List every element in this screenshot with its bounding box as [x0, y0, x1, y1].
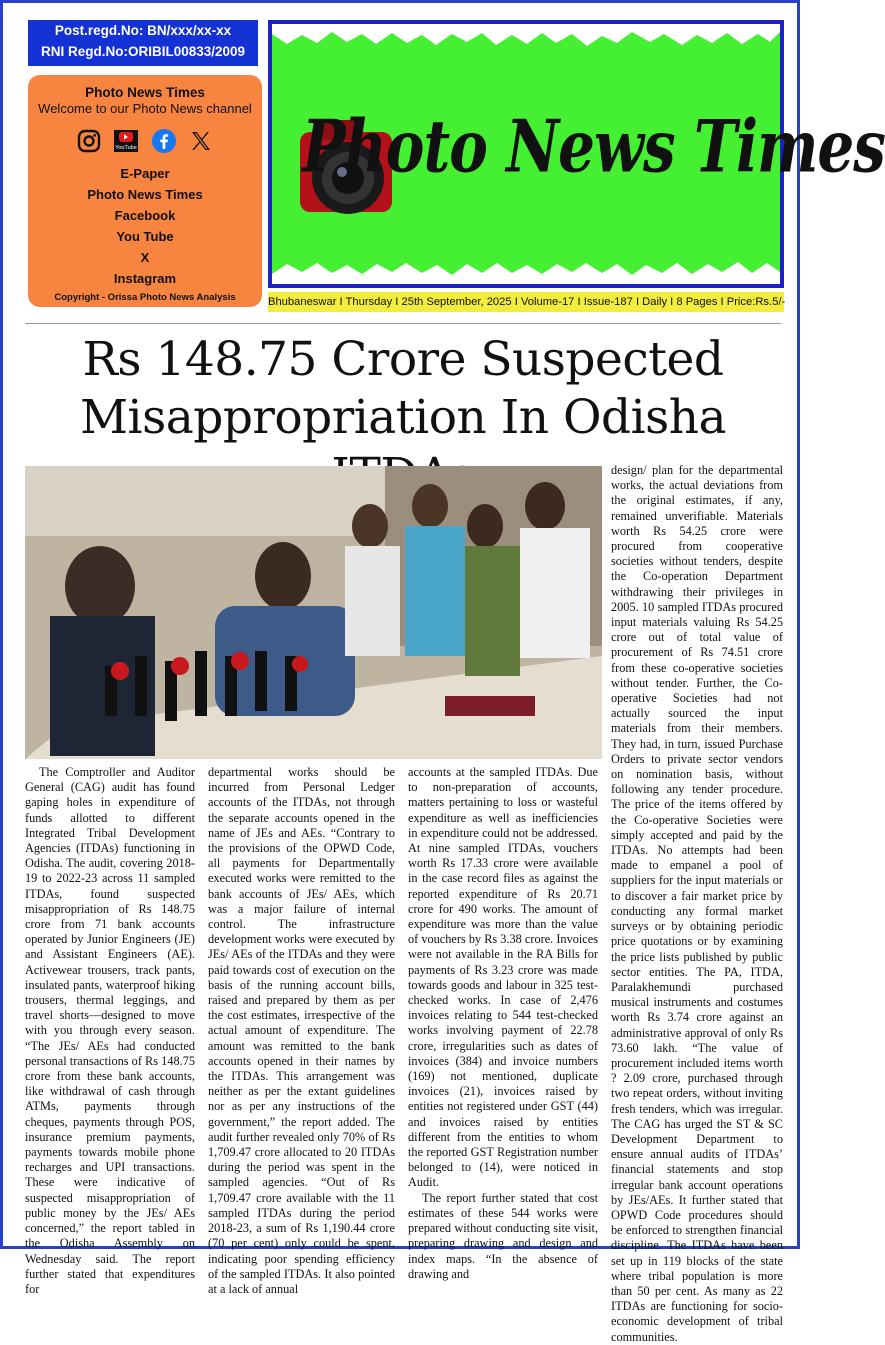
- article-column-2: [208, 765, 395, 1297]
- headline-line-1: Rs 148.75 Crore Suspected: [82, 332, 724, 387]
- youtube-icon[interactable]: [113, 129, 139, 153]
- link-youtube[interactable]: You Tube: [116, 229, 174, 244]
- paragraph: The report further stated that cost estimates of these 544 works were prepared without conducting site visit, preparing drawing and design and index maps. “In the absence of drawing and: [408, 1190, 598, 1281]
- promo-title: Photo News Times: [85, 85, 205, 100]
- link-x[interactable]: X: [140, 250, 150, 265]
- copyright-text: Copyright - Orissa Photo News Analysis: [54, 292, 236, 303]
- link-instagram[interactable]: Instagram: [113, 271, 177, 286]
- link-epaper[interactable]: E-Paper: [120, 166, 170, 181]
- banner-background: [272, 24, 885, 284]
- youtube-icon-text: YouTube: [115, 145, 137, 151]
- logo-text: Photo News Times: [302, 104, 885, 189]
- facebook-icon[interactable]: [151, 128, 177, 154]
- issue-info-bar: Bhubaneswar I Thursday I 25th September, 2025 I Volume-17 I Issue-187 I Daily I 8 Pages I Price:Rs.5/-: [268, 292, 784, 312]
- paragraph: The Comptroller and Auditor General (CAG) audit has found gaping holes in expenditure of funds allotted to different Integrated Tribal Development Agencies (ITDAs) functioning in Odisha. The audit, covering 2018-19 to 2022-23 across 11 sampled ITDAs, found suspected misappropriation of Rs 148.75 crore from 71 bank accounts operated by Junior Engineers (JE) and Assistant Engineers (AE). Activewear trousers, track pants, insulated pants, waterproof hiking trousers, thermal leggings, and travel shorts—designed to move with you through every season. “The JEs/ AEs had conducted personal transactions of Rs 148.75 crore from these bank accounts, like withdrawal of cash through ATMs, payments through cheques, payments through POS, insurance premium payments, payments towards mobile phone recharges and UPI transactions. These were indicative of suspected misappropriation of public money by the JEs/ AEs concerned,” the report tabled in the Odisha Assembly on Wednesday said. The report further stated that expenditures for: [25, 765, 195, 1296]
- promo-links: [28, 163, 262, 289]
- x-icon[interactable]: [189, 129, 213, 153]
- social-icons: [28, 127, 262, 155]
- torn-paper-top: [272, 24, 780, 54]
- press-conference-photo: [25, 466, 602, 759]
- masthead-banner: [268, 20, 885, 288]
- paragraph: accounts at the sampled ITDAs. Due to non-preparation of accounts, matters pertaining to loss or wasteful expenditure as well as inefficiencies in expenditure could not be addressed. At nine sampled ITDAs, vouchers worth Rs 17.33 crore were available in the case record files as against the reported expenditure of Rs 20.71 crore for 490 works. The amount of expenditure was more than the value of vouchers by Rs 3.38 crore. Invoices were not available in the RA Bills for payments of Rs 3.23 crore was made towards goods and labour in 325 test-checked works. In case of 2,476 invoices relating to 544 test-checked works involving payment of 22.78 crore, irregularities such as dates of invoices (384) and invoice numbers (169) not mentioned, duplicate invoices (21), invoices raised by entities not registered under GST (44) and invoices raised by entities different from the entities to whom the reported GST Registration number belonged to (14), were noticed in Audit.: [408, 765, 598, 1190]
- link-facebook[interactable]: Facebook: [114, 208, 176, 223]
- post-reg-number: Post.regd.No: BN/xxx/xx-xx: [54, 23, 232, 38]
- article-column-1: [25, 765, 195, 1297]
- rni-reg-number: RNI Regd.No:ORIBIL00833/2009: [40, 44, 246, 59]
- article-photo: [25, 466, 602, 759]
- paragraph: design/ plan for the departmental works, the actual deviations from the original estimates, if any, remained unverifiable. Materials worth Rs 54.25 crore were procured from cooperative societies without tenders, despite the Co-operation Department withdrawing their privileges in 2005. 10 sampled ITDAs procured input materials valuing Rs 54.25 crore out of total value of procurement of Rs 74.51 crore from these co-operative societies without tender. Further, the Co-operative Societies had not actually sourced the input materials from their members. They had, in turn, issued Purchase Orders to private sector vendors on nomination basis, without following any tender procedure. The price of the items offered by the Co-operative Societies were simply accepted and paid by the ITDAs. No attempts had been made to empanel a pool of suppliers for the input materials or to discover a fair market price by conducting any formal market surveys or by obtaining periodic price quotations or by examining the price lists published by public sector entities. The PA, ITDA, Paralakhemundi purchased musical instruments and costumes worth Rs 3.74 crore against an administrative approval of only Rs 73.60 lakh. “The value of procurement included items worth ? 2.09 crore, purchased through two repeat orders, without inviting fresh tenders, which was irregular. The CAG has urged the ST & SC Development Department to ensure annual audits of ITDAs’ financial statements and stop irregular bank account operations by JEs/AEs. It further stated that OPWD Code procedures should be enforced to strengthen financial discipline. The ITDAs have been set up in 119 blocks of the state where tribal population is more than 50 per cent. As many as 22 ITDAs are functioning for socio-economic development of tribal communities.: [611, 463, 783, 1344]
- promo-subtitle: Welcome to our Photo News channel: [38, 101, 252, 116]
- article-column-3: [408, 765, 598, 1282]
- divider: [25, 323, 781, 324]
- article-column-4: [611, 463, 783, 1345]
- registration-box: [28, 20, 258, 66]
- torn-paper-bottom: [272, 254, 780, 284]
- headline-line-2: Misappropriation In Odisha: [79, 390, 727, 445]
- link-photo-news-times[interactable]: Photo News Times: [87, 187, 203, 202]
- paragraph: departmental works should be incurred from Personal Ledger accounts of the ITDAs, not through the separate accounts opened in the name of JEs and AEs. “Contrary to the provisions of the OPWD Code, all payments for Departmentally executed works were remitted to the bank accounts of JEs/ AEs, which was a major failure of internal control. The infrastructure development works were executed by JEs/ AEs of the ITDAs and they were paid towards cost of execution on the basis of the running account bills, raised and prepared by them as per the cost estimates, irrespective of the actual amount of expenditure. The amount was remitted to the bank accounts opened in their names by the ITDAs. This arrangement was neither as per the extant guidelines nor as per any instructions of the government,” the report added. The audit further revealed only 70% of Rs 1,709.47 crore allocated to 20 ITDAs during the period was spent in the sampled agencies. “Out of Rs 1,709.47 crore available with the 11 sampled ITDAs during the period 2018-23, a sum of Rs 1,190.44 crore (70 per cent) only could be spent, indicating poor spending efficiency of the sampled ITDAs. It also pointed at a lack of annual: [208, 765, 395, 1296]
- promo-box: [28, 75, 262, 307]
- instagram-icon[interactable]: [77, 129, 101, 153]
